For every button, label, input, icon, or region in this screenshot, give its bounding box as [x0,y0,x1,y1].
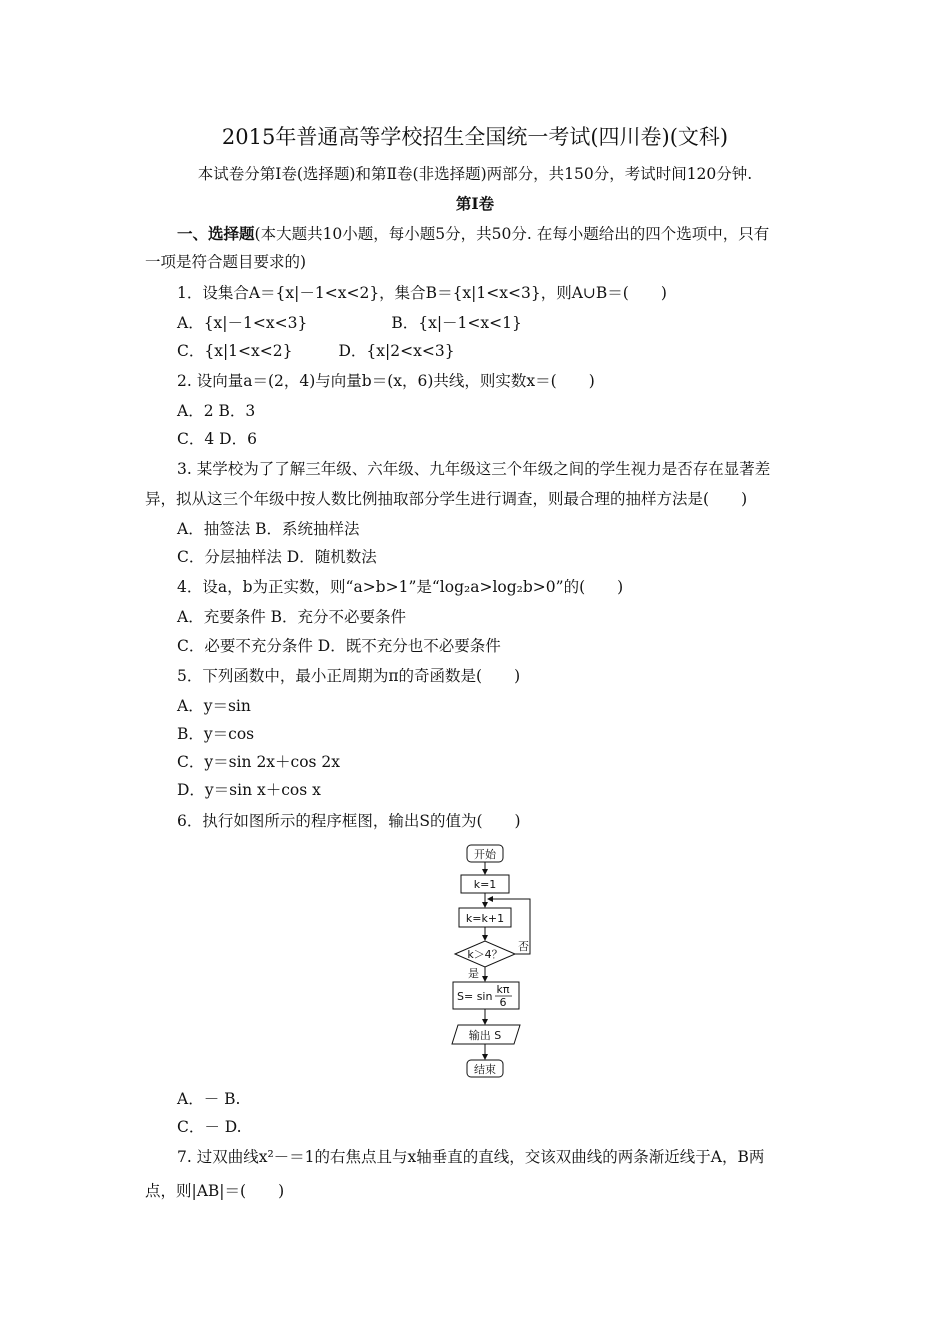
q2-stem [177,371,595,391]
exam-intro: 本试卷分第Ⅰ卷(选择题)和第Ⅱ卷(非选择题)两部分，共150分，考试时间120分钟. [197,165,753,183]
flow-condition-label: k＞4？ [467,948,503,961]
q2-options-cd: C．4 D．6 [177,430,257,448]
q7-stem-line-2 [145,1181,284,1201]
section-desc-1: (本大题共10小题，每小题5分，共50分. 在每小题给出的四个选项中，只有 [254,225,770,243]
q6-stem-close: ) [514,812,521,830]
exam-title: 2015年普通高等学校招生全国统一考试(四川卷)(文科) [221,125,729,149]
q1-option-d: D．{x|2<x<3} [338,342,455,360]
q6-stem-text: 6．执行如图所示的程序框图，输出S的值为( [177,812,483,830]
q5-option-a: A．y＝sin [177,697,251,715]
q2-stem-close: ) [588,372,595,390]
part-heading: 第Ⅰ卷 [455,194,495,213]
q5-stem [177,666,520,686]
flow-assign-numerator: kπ [496,983,510,996]
q4-options-ab: A．充要条件 B．充分不必要条件 [177,608,407,626]
q3-options-cd: C．分层抽样法 D．随机数法 [177,548,377,566]
flow-end-label: 结束 [474,1063,496,1076]
q2-options-ab: A．2 B．3 [177,402,256,420]
flow-init-label: k=1 [473,878,497,891]
q1-options-cd [177,341,455,361]
q5-stem-text: 5．下列函数中，最小正周期为π的奇函数是( [177,667,483,685]
q4-options-cd: C．必要不充分条件 D．既不充分也不必要条件 [177,637,501,655]
q4-stem-close: ) [617,578,624,596]
q6-options-cd: C．－ D. [177,1118,242,1136]
flow-assign-lhs: S= sin [457,990,493,1003]
flowchart [440,840,550,1080]
section-label: 一、选择题 [177,224,255,243]
q7-stem-text: 点，则|AB|＝( [145,1182,247,1200]
q1-option-a: A．{x|－1<x<3} [177,314,308,332]
q1-stem [177,283,667,303]
q3-stem-text: 异，拟从这三个年级中按人数比例抽取部分学生进行调查，则最合理的抽样方法是( [145,490,710,508]
q1-option-c: C．{x|1<x<2} [177,342,293,360]
flow-start-label: 开始 [474,848,496,861]
flow-step-label: k=k+1 [465,912,505,925]
q1-stem-text: 1．设集合A＝{x|－1<x<2}，集合B＝{x|1<x<3}，则A∪B＝( [177,284,629,302]
flow-output-label: 输出 S [468,1029,502,1042]
flow-yes-label: 是 [468,967,479,980]
flow-assign-denominator: 6 [499,996,507,1009]
q6-stem [177,811,521,831]
q6-options-ab: A．－ B. [177,1090,241,1108]
flow-no-label: 否 [518,940,529,953]
q1-options-ab [177,313,522,333]
q4-stem [177,577,623,597]
section-heading [177,224,769,244]
q7-stem-close: ) [278,1182,285,1200]
section-desc-2: 一项是符合题目要求的) [145,253,307,271]
q3-options-ab: A．抽签法 B．系统抽样法 [177,520,360,538]
q4-stem-text: 4．设a，b为正实数，则“a>b>1”是“log₂a>log₂b>0”的( [177,578,586,596]
q3-stem-line-1: 3. 某学校为了了解三年级、六年级、九年级这三个年级之间的学生视力是否存在显著差 [177,460,771,478]
q1-stem-close: ) [660,284,667,302]
q1-option-b: B．{x|－1<x<1} [391,314,522,332]
q5-option-d: D．y＝sin x＋cos x [177,781,321,799]
q5-option-b: B．y＝cos [177,725,255,743]
q5-stem-close: ) [514,667,521,685]
q5-option-c: C．y＝sin 2x＋cos 2x [177,753,341,771]
q2-stem-text: 2. 设向量a＝(2，4)与向量b＝(x，6)共线，则实数x＝( [177,372,557,390]
q3-stem-close: ) [741,490,748,508]
q3-stem-line-2 [145,489,747,509]
q7-stem-line-1: 7. 过双曲线x²－＝1的右焦点且与x轴垂直的直线，交该双曲线的两条渐近线于A，B两 [177,1148,765,1166]
